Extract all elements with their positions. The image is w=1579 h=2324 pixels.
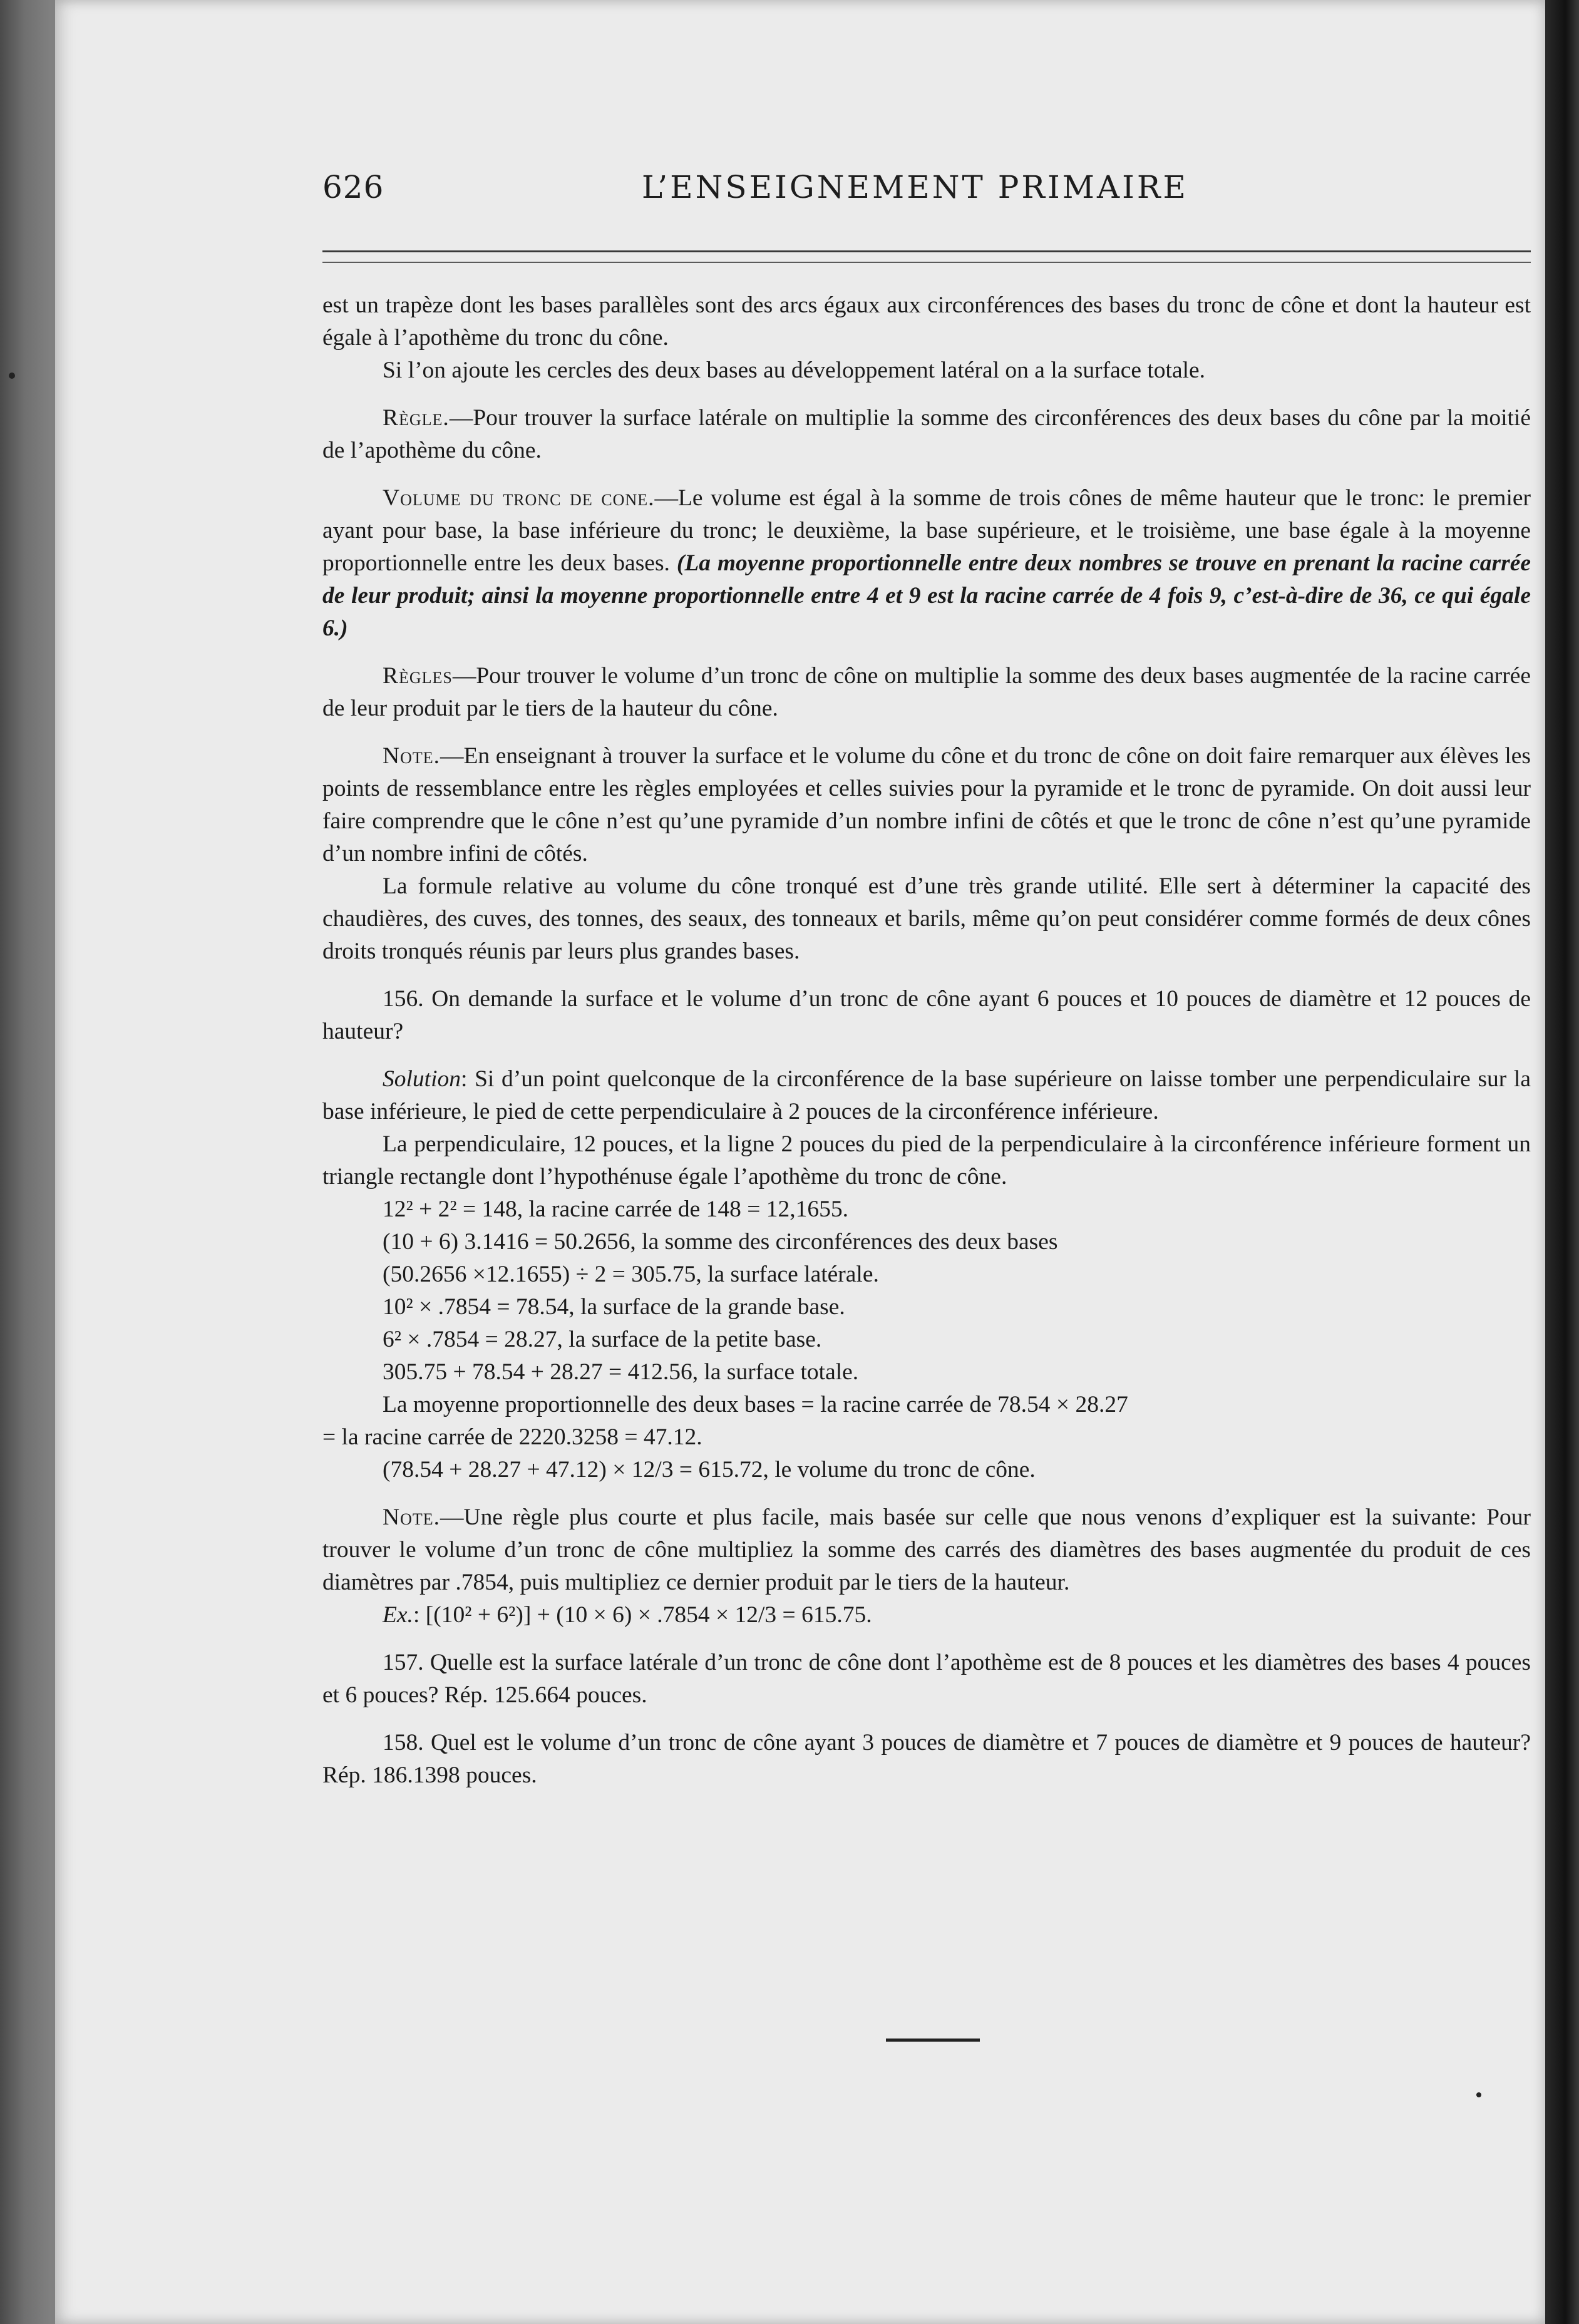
body-text bbox=[322, 289, 1531, 1792]
note-paragraph: Note.—Une règle plus courte et plus facile, mais basée sur celle que nous venons d’expliquer est la suivante: Pour trouver le volume d’un tronc de cône multipliez la somme des carrés des diamètres des bases augmentée du produit de ces diamètres par .7854, puis multipliez ce dernier produit par le tiers de la hauteur. bbox=[322, 1504, 1531, 1595]
scan-speck bbox=[9, 373, 15, 379]
exercise-157: 157. Quelle est la surface latérale d’un tronc de cône dont l’apothème est de 8 pouces et les diamètres des bases 4 pouces et 6 pouces? Rép. 125.664 pouces. bbox=[322, 1650, 1531, 1708]
header-rule bbox=[322, 250, 1531, 252]
calculation-line: (10 + 6) 3.1416 = 50.2656, la somme des circonférences des deux bases bbox=[383, 1229, 1058, 1255]
scan-speck bbox=[1476, 2092, 1481, 2097]
calculation-line: = la racine carrée de 2220.3258 = 47.12. bbox=[322, 1424, 702, 1450]
paragraph-heading: Note. bbox=[383, 743, 440, 769]
header-rule-thin bbox=[322, 262, 1531, 263]
rules-paragraph: Règles—Pour trouver le volume d’un tronc de cône on multiplie la somme des deux bases augmentée de la racine carrée de leur produit par le tiers de la hauteur du cône. bbox=[322, 663, 1531, 721]
example-line: Ex.: [(10² + 6²)] + (10 × 6) × .7854 × 12/3 = 615.75. bbox=[383, 1602, 872, 1628]
end-rule bbox=[886, 2039, 980, 2042]
paragraph-heading: Règles bbox=[383, 663, 453, 689]
calculation-line: 10² × .7854 = 78.54, la surface de la grande base. bbox=[383, 1294, 845, 1320]
calculation-line: 6² × .7854 = 28.27, la surface de la petite base. bbox=[383, 1327, 822, 1352]
running-title: L’ENSEIGNEMENT PRIMAIRE bbox=[642, 169, 1188, 205]
paragraph: La formule relative au volume du cône tronqué est d’une très grande utilité. Elle sert à déterminer la capacité des chaudières, des cuves, des tonnes, des seaux, des tonneaux et barils, même qu’on peut considérer comme formés de deux cônes droits tronqués réunis par leurs plus grandes bases. bbox=[322, 873, 1531, 964]
calculation-line: La moyenne proportionnelle des deux bases = la racine carrée de 78.54 × 28.27 bbox=[383, 1392, 1128, 1417]
italic-note: (La moyenne proportionnelle entre deux nombres se trouve en prenant la racine carrée de leur produit; ainsi la moyenne proportionnelle entre 4 et 9 est la racine carrée de 4 fois 9, c’est-à-dire de 36, ce qui égale 6.) bbox=[322, 550, 1531, 641]
solution-paragraph: Solution: Si d’un point quelconque de la circonférence de la base supérieure on laisse tomber une perpendiculaire sur la base inférieure, le pied de cette perpendiculaire à 2 pouces de la circonférence inférieure. bbox=[322, 1066, 1531, 1124]
page-header bbox=[322, 169, 1531, 213]
solution-label: Solution bbox=[383, 1066, 461, 1092]
paragraph-heading: Note. bbox=[383, 1504, 440, 1530]
paragraph-heading: Volume du tronc de cone. bbox=[383, 485, 655, 511]
exercise-158: 158. Quel est le volume d’un tronc de cône ayant 3 pouces de diamètre et 7 pouces de diamètre et 9 pouces de hauteur? Rép. 186.1398 pouces. bbox=[322, 1730, 1531, 1788]
example-label: Ex. bbox=[383, 1602, 413, 1628]
page-binding-edge bbox=[1545, 0, 1579, 2324]
paragraph-heading: Règle. bbox=[383, 405, 450, 431]
exercise-156: 156. On demande la surface et le volume d’un tronc de cône ayant 6 pouces et 10 pouces de diamètre et 12 pouces de hauteur? bbox=[322, 986, 1531, 1044]
calculation-line: 305.75 + 78.54 + 28.27 = 412.56, la surface totale. bbox=[383, 1359, 859, 1385]
calculation-line: (50.2656 ×12.1655) ÷ 2 = 305.75, la surface latérale. bbox=[383, 1262, 879, 1287]
note-paragraph: Note.—En enseignant à trouver la surface et le volume du cône et du tronc de cône on doit faire remarquer aux élèves les points de ressemblance entre les règles employées et celles suivies pour la pyramide et le tronc de pyramide. On doit aussi leur faire comprendre que le cône n’est qu’une pyramide d’un nombre infini de côtés et que le tronc de cône n’est qu’une pyramide d’un nombre infini de côtés. bbox=[322, 743, 1531, 866]
paragraph: est un trapèze dont les bases parallèles sont des arcs égaux aux circonférences des bases du tronc de cône et dont la hauteur est égale à l’apothème du tronc du cône. bbox=[322, 292, 1531, 351]
calculation-line: (78.54 + 28.27 + 47.12) × 12/3 = 615.72, le volume du tronc de cône. bbox=[383, 1457, 1036, 1483]
paragraph: La perpendiculaire, 12 pouces, et la ligne 2 pouces du pied de la perpendiculaire à la circonférence inférieure forment un triangle rectangle dont l’hypothénuse égale l’apothème du tronc de cône. bbox=[322, 1131, 1531, 1190]
calculation-line: 12² + 2² = 148, la racine carrée de 148 = 12,1655. bbox=[383, 1196, 849, 1222]
paragraph: Si l’on ajoute les cercles des deux bases au développement latéral on a la surface totale. bbox=[383, 357, 1206, 383]
volume-paragraph: Volume du tronc de cone.—Le volume est égal à la somme de trois cônes de même hauteur que le tronc: le premier ayant pour base, la base inférieure du tronc; le deuxième, la base supérieure, et le troisième, une base égale à la moyenne proportionnelle entre les deux bases. (La moyenne proportionnelle entre deux nombres se trouve en prenant la racine carrée de leur produit; ainsi la moyenne proportionnelle entre 4 et 9 est la racine carrée de 4 fois 9, c’est-à-dire de 36, ce qui égale 6.) bbox=[322, 485, 1531, 641]
page-number: 626 bbox=[322, 169, 384, 205]
rule-paragraph: Règle.—Pour trouver la surface latérale on multiplie la somme des circonférences des deux bases du cône par la moitié de l’apothème du cône. bbox=[322, 405, 1531, 463]
